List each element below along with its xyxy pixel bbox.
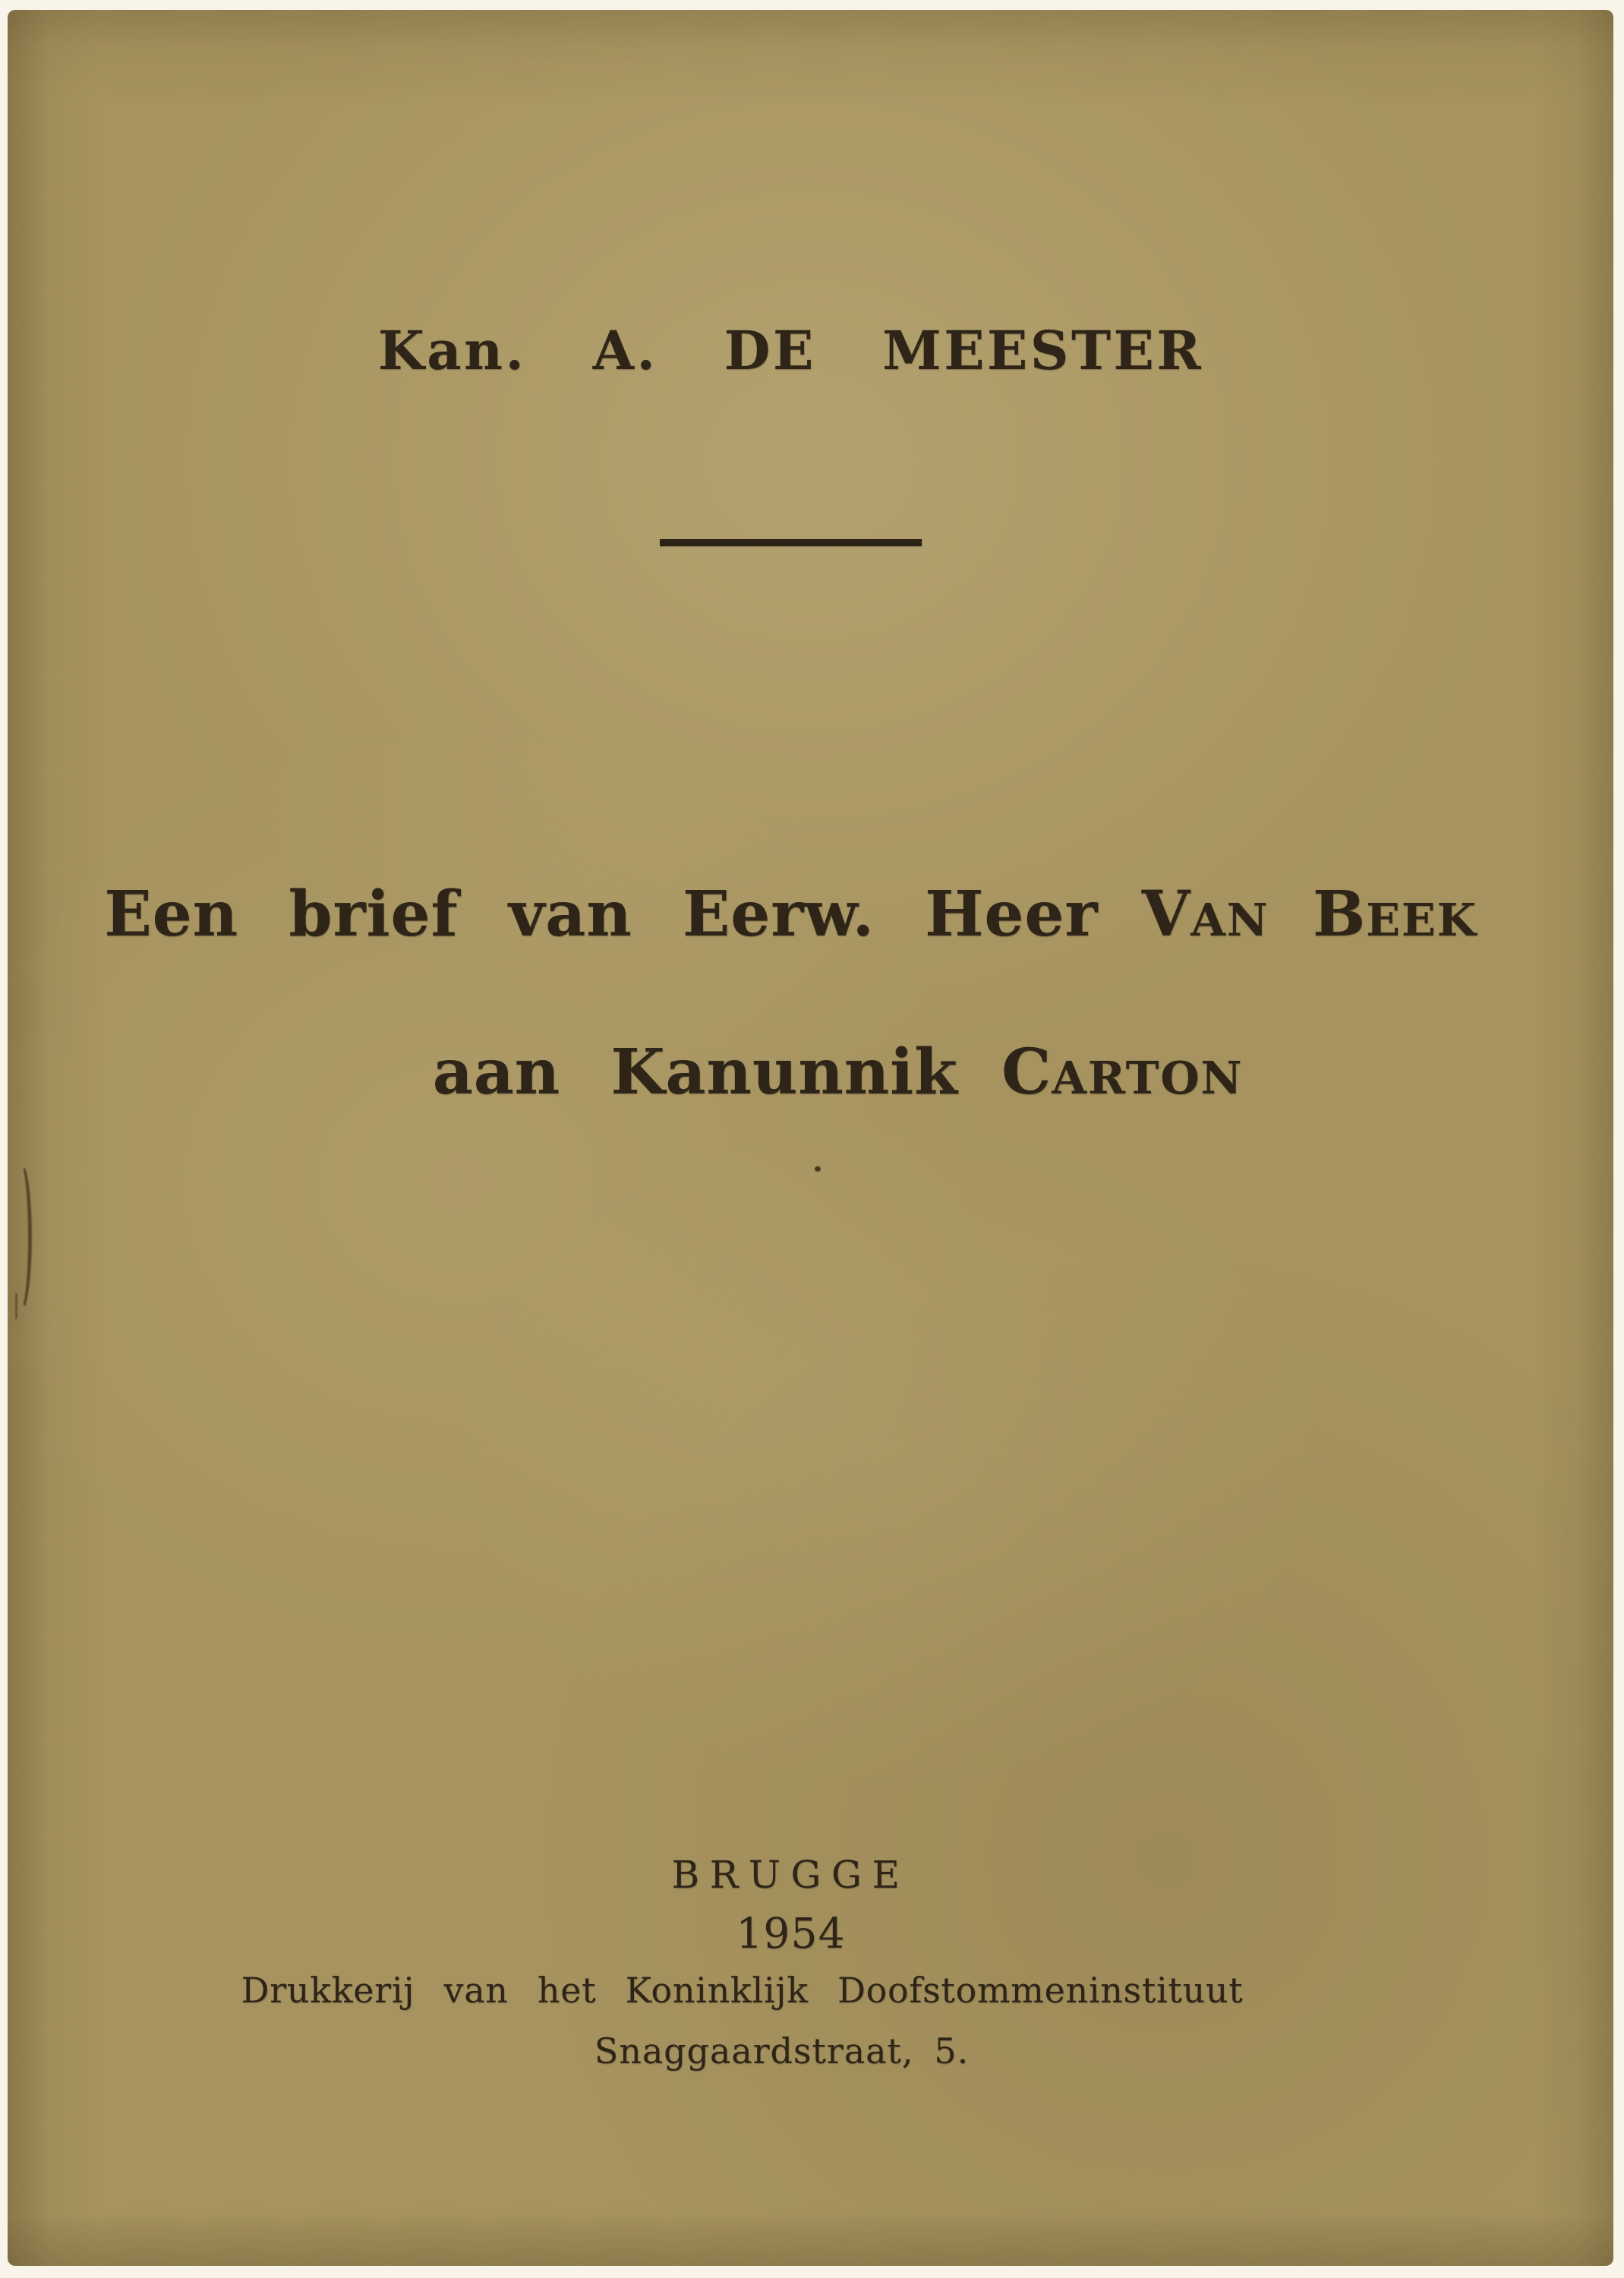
separator-rule-row bbox=[0, 536, 1594, 548]
title-name-van: VAN bbox=[1141, 878, 1269, 951]
left-edge-crease bbox=[9, 1161, 32, 1313]
title-separator-rule bbox=[660, 539, 922, 546]
print-layer bbox=[0, 10, 1594, 2266]
title-name-carton: CARTON bbox=[1001, 1036, 1244, 1109]
cover-paper bbox=[8, 10, 1613, 2266]
title-line-2-text: aan Kanunnik bbox=[432, 1036, 958, 1109]
ink-speck bbox=[815, 1166, 821, 1172]
imprint-printer: Drukkerij van het Koninklijk Doofstommeninstituut bbox=[241, 1970, 1244, 2011]
title-line-1 bbox=[0, 878, 1594, 951]
imprint-city: BRUGGE bbox=[671, 1853, 910, 1897]
title-name-beek: BEEK bbox=[1312, 878, 1477, 951]
author-line: Kan. A. DE MEESTER bbox=[377, 319, 1204, 382]
title-line-1-text: Een brief van Eerw. Heer bbox=[104, 878, 1099, 951]
left-edge-crease-tail bbox=[15, 1293, 17, 1319]
imprint-year: 1954 bbox=[736, 1909, 846, 1958]
title-line-2 bbox=[0, 1036, 1594, 1109]
imprint-address: Snaggaardstraat, 5. bbox=[594, 2030, 970, 2071]
